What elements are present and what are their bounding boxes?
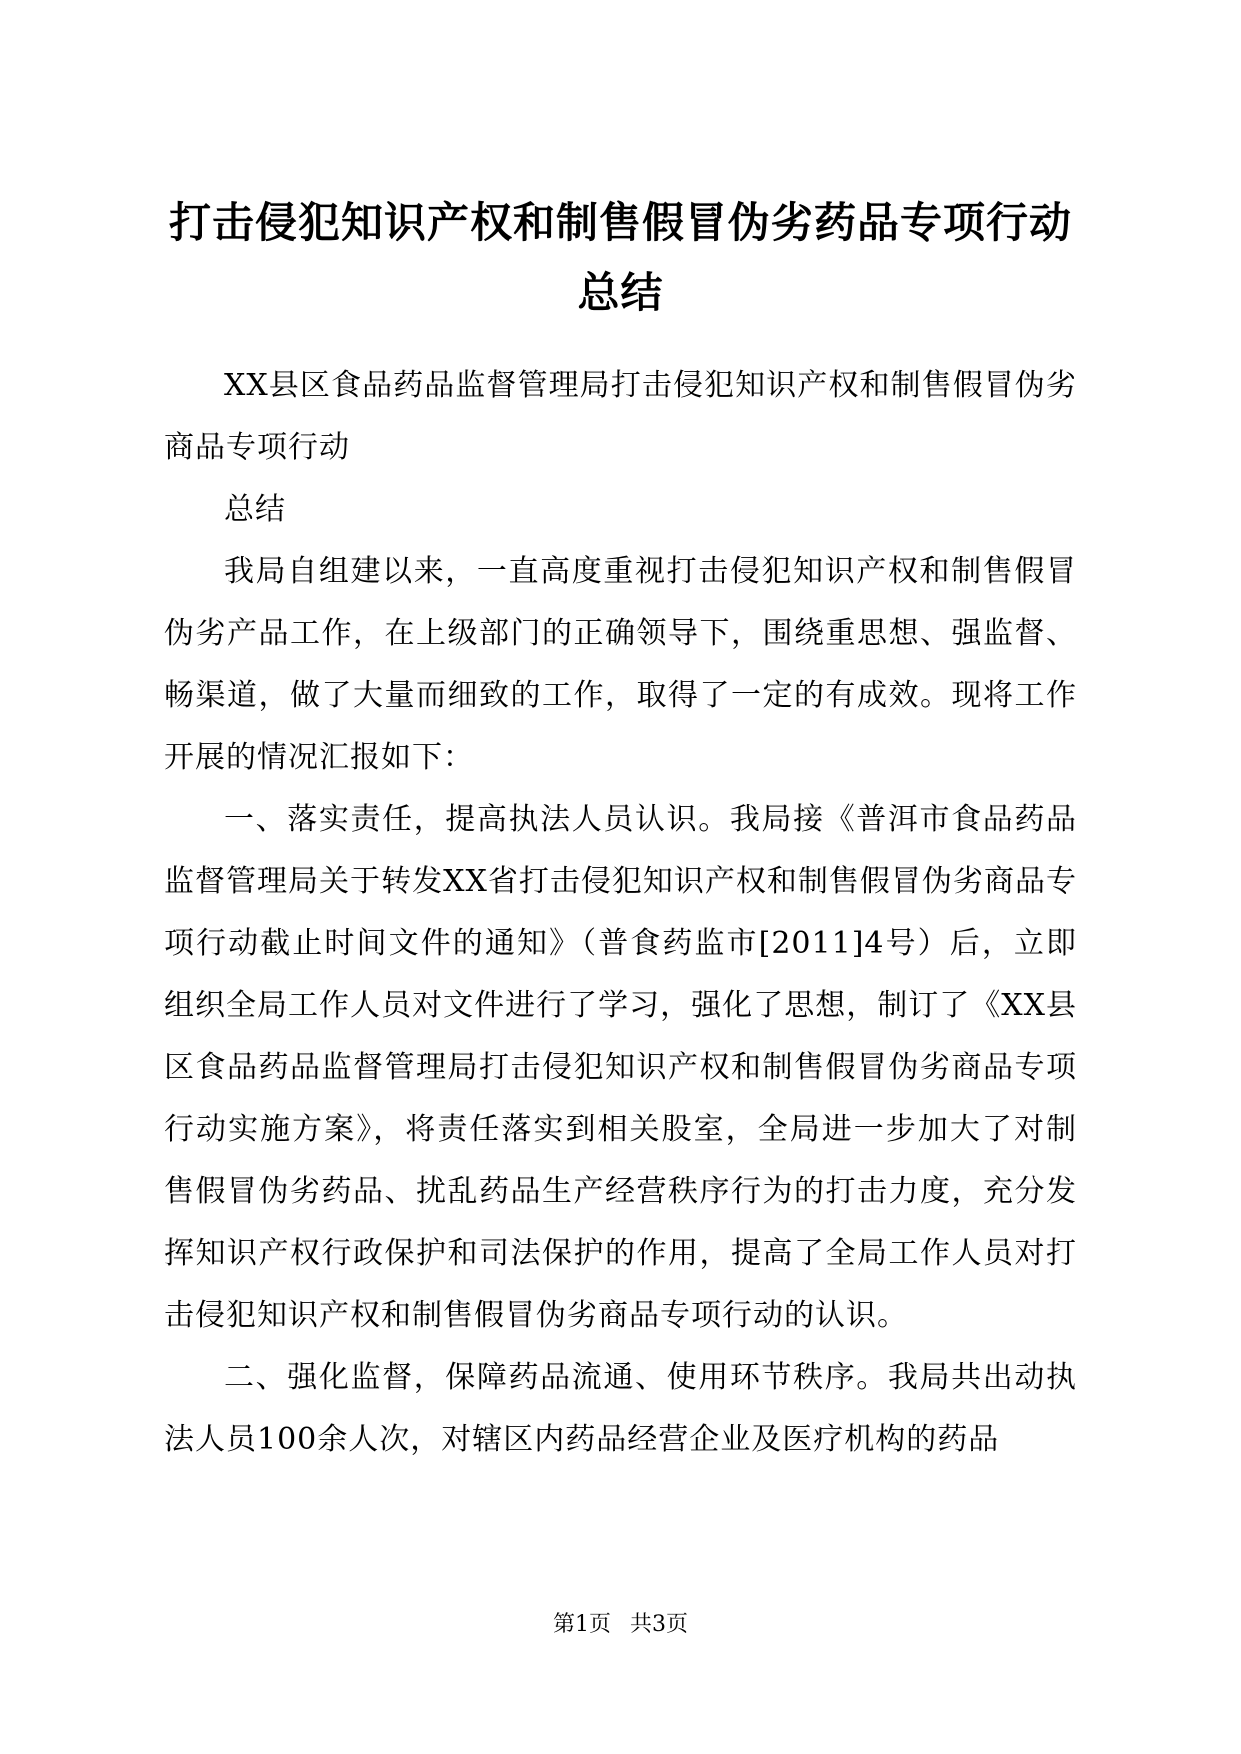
page-footer [0,1610,1241,1640]
document-body [164,355,1077,1471]
page-number: 第1页 [553,1612,611,1637]
paragraph-section-2: 二、强化监督，保障药品流通、使用环节秩序。我局共出动执法人员100余人次，对辖区内药品经营企业及医疗机构的药品 [164,1360,1077,1457]
page-total: 共3页 [630,1612,688,1637]
paragraph-summary-heading: 总结 [224,492,286,527]
paragraph-subtitle: XX县区食品药品监督管理局打击侵犯知识产权和制售假冒伪劣商品专项行动 [164,368,1077,465]
document-title: 打击侵犯知识产权和制售假冒伪劣药品专项行动总结 [168,198,1072,317]
paragraph-intro: 我局自组建以来，一直高度重视打击侵犯知识产权和制售假冒伪劣产品工作，在上级部门的正确领导下，围绕重思想、强监督、畅渠道，做了大量而细致的工作，取得了一定的有成效。现将工作开展的情况汇报如下： [164,554,1077,775]
paragraph-section-1: 一、落实责任，提高执法人员认识。我局接《普洱市食品药品监督管理局关于转发XX省打击侵犯知识产权和制售假冒伪劣商品专项行动截止时间文件的通知》（普食药监市[2011]4号）后，立即组织全局工作人员对文件进行了学习，强化了思想，制订了《XX县区食品药品监督管理局打击侵犯知识产权和制售假冒伪劣商品专项行动实施方案》，将责任落实到相关股室，全局进一步加大了对制售假冒伪劣药品、扰乱药品生产经营秩序行为的打击力度，充分发挥知识产权行政保护和司法保护的作用，提高了全局工作人员对打击侵犯知识产权和制售假冒伪劣商品专项行动的认识。 [164,802,1077,1333]
